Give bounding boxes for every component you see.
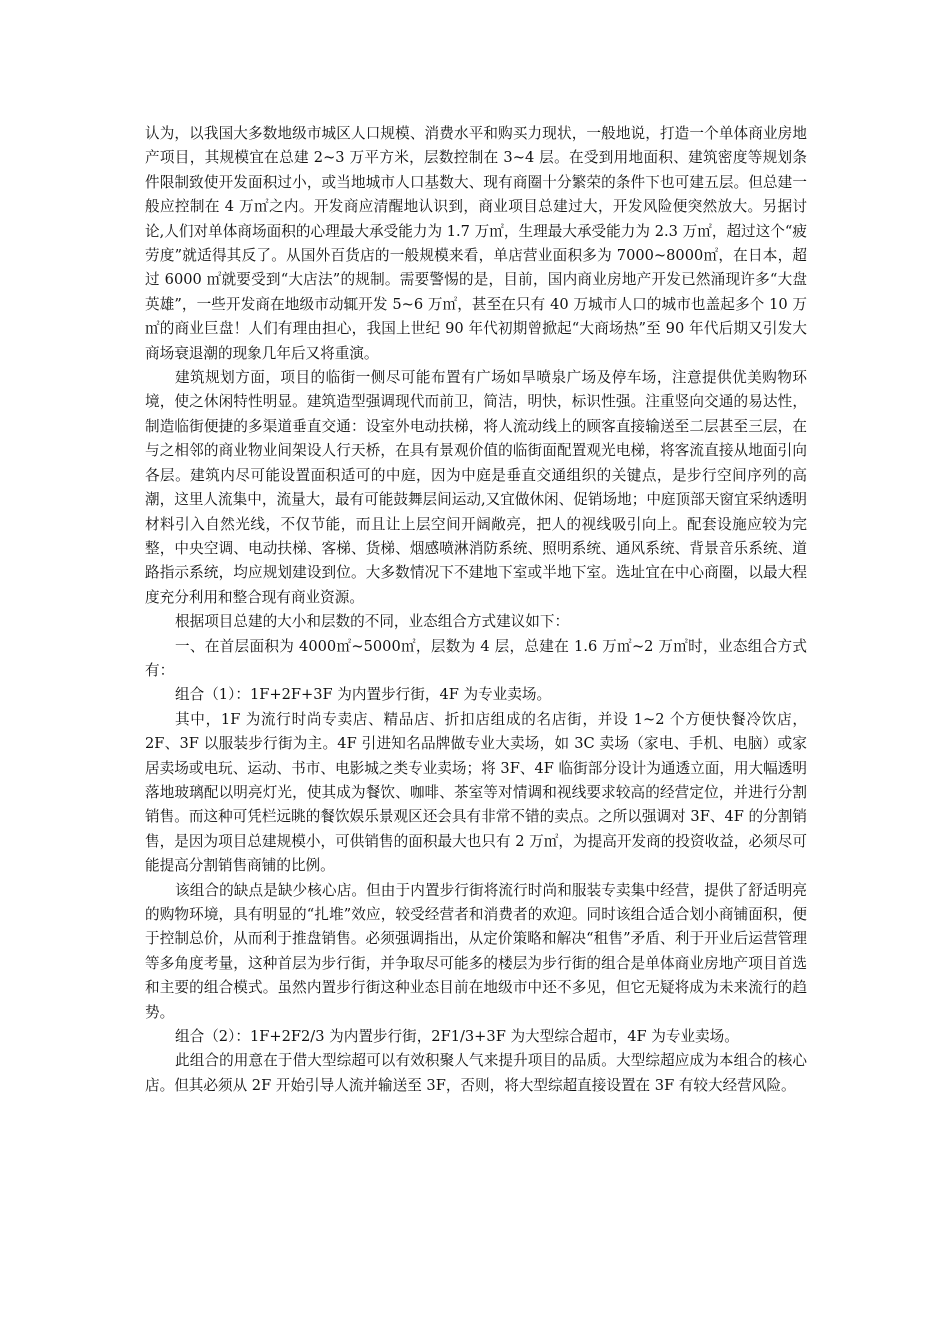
paragraph-scale-recommendation: 认为，以我国大多数地级市城区人口规模、消费水平和购买力现状，一般地说，打造一个单体商业房地产项目，其规模宜在总建 2~3 万平方米，层数控制在 3~4 层。在受到用地面积、建筑密度等规划条件限制致使开发面积过小，或当地城市人口基数大、现有商圈十分繁荣的条件下也可建五层。但总建一般应控制在 4 万㎡之内。开发商应清醒地认识到，商业项目总建过大，开发风险便突然放大。另据讨论,人们对单体商场面积的心理最大承受能力为 1.7 万㎡，生理最大承受能力为 2.3 万㎡，超过这个“疲劳度”就适得其反了。从国外百货店的一般规模来看，单店营业面积多为 7000~8000㎡，在日本，超过 6000 ㎡就要受到“大店法”的规制。需要警惕的是，目前，国内商业房地产开发已然涌现许多“大盘英雄”，一些开发商在地级市动辄开发 5~6 万㎡，甚至在只有 40 万城市人口的城市也盖起多个 10 万㎡的商业巨盘！人们有理由担心，我国上世纪 90 年代初期曾掀起“大商场热”至 90 年代后期又引发大商场衰退潮的现象几年后又将重演。: [145, 125, 807, 362]
paragraph-combination-1-detail: 其中，1F 为流行时尚专卖店、精品店、折扣店组成的名店街，并设 1~2 个方便快餐冷饮店，2F、3F 以服装步行街为主。4F 引进知名品牌做专业大卖场，如 3C 卖场（家电、手机、电脑）或家居卖场或电玩、运动、书市、电影城之类专业卖场；将 3F、4F 临街部分设计为通透立面，用大幅透明落地玻璃配以明亮灯光，使其成为餐饮、咖啡、茶室等对情调和视线要求较高的经营定位，并进行分割销售。而这种可凭栏远眺的餐饮娱乐景观区还会具有非常不错的卖点。之所以强调对 3F、4F 的分割销售，是因为项目总建规模小，可供销售的面积最大也只有 2 万㎡，为提高开发商的投资收益，必须尽可能提高分割销售商铺的比例。: [145, 710, 807, 875]
document-body: [145, 122, 807, 1098]
paragraph-architecture-planning: 建筑规划方面，项目的临街一侧尽可能布置有广场如旱喷泉广场及停车场，注意提供优美购物环境，使之休闲特性明显。建筑造型强调现代而前卫，简洁，明快，标识性强。注重竖向交通的易达性，制造临街便捷的多渠道垂直交通：设室外电动扶梯，将人流动线上的顾客直接输送至二层甚至三层，在与之相邻的商业物业间架设人行天桥，在具有景观价值的临街面配置观光电梯，将客流直接从地面引向各层。建筑内尽可能设置面积适可的中庭，因为中庭是垂直交通组织的关键点，是步行空间序列的高潮，这里人流集中，流量大，最有可能鼓舞层间运动,又宜做休闲、促销场地；中庭顶部天窗宜采纳透明材料引入自然光线，不仅节能，而且让上层空间开阔敞亮，把人的视线吸引向上。配套设施应较为完整，中央空调、电动扶梯、客梯、货梯、烟感喷淋消防系统、照明系统、通风系统、背景音乐系统、道路指示系统，均应规划建设到位。大多数情况下不建地下室或半地下室。选址宜在中心商圈，以最大程度充分利用和整合现有商业资源。: [145, 369, 807, 606]
paragraph-combination-2-detail: 此组合的用意在于借大型综超可以有效积聚人气来提升项目的品质。大型综超应成为本组合的核心店。但其必须从 2F 开始引导人流并输送至 3F，否则，将大型综超直接设置在 3F 有较大经营风险。: [145, 1052, 807, 1094]
paragraph-combination-1-analysis: 该组合的缺点是缺少核心店。但由于内置步行街将流行时尚和服装专卖集中经营，提供了舒适明亮的购物环境，具有明显的“扎堆”效应，较受经营者和消费者的欢迎。同时该组合适合划小商铺面积，便于控制总价，从而利于推盘销售。必须强调指出，从定价策略和解决“租售”矛盾、利于开业后运营管理等多角度考量，这种首层为步行街，并争取尽可能多的楼层为步行街的组合是单体商业房地产项目首选和主要的组合模式。虽然内置步行街这种业态目前在地级市中还不多见，但它无疑将成为未来流行的趋势。: [145, 881, 807, 1021]
paragraph-combination-1: 组合（1）：1F+2F+3F 为内置步行街，4F 为专业卖场。: [175, 686, 552, 704]
paragraph-option-one-heading: 一、在首层面积为 4000㎡~5000㎡，层数为 4 层，总建在 1.6 万㎡~2 万㎡时，业态组合方式有：: [145, 637, 807, 679]
paragraph-format-intro: 根据项目总建的大小和层数的不同，业态组合方式建议如下：: [175, 613, 570, 631]
paragraph-combination-2: 组合（2）：1F+2F2/3 为内置步行街，2F1/3+3F 为大型综合超市，4F 为专业卖场。: [175, 1028, 739, 1046]
